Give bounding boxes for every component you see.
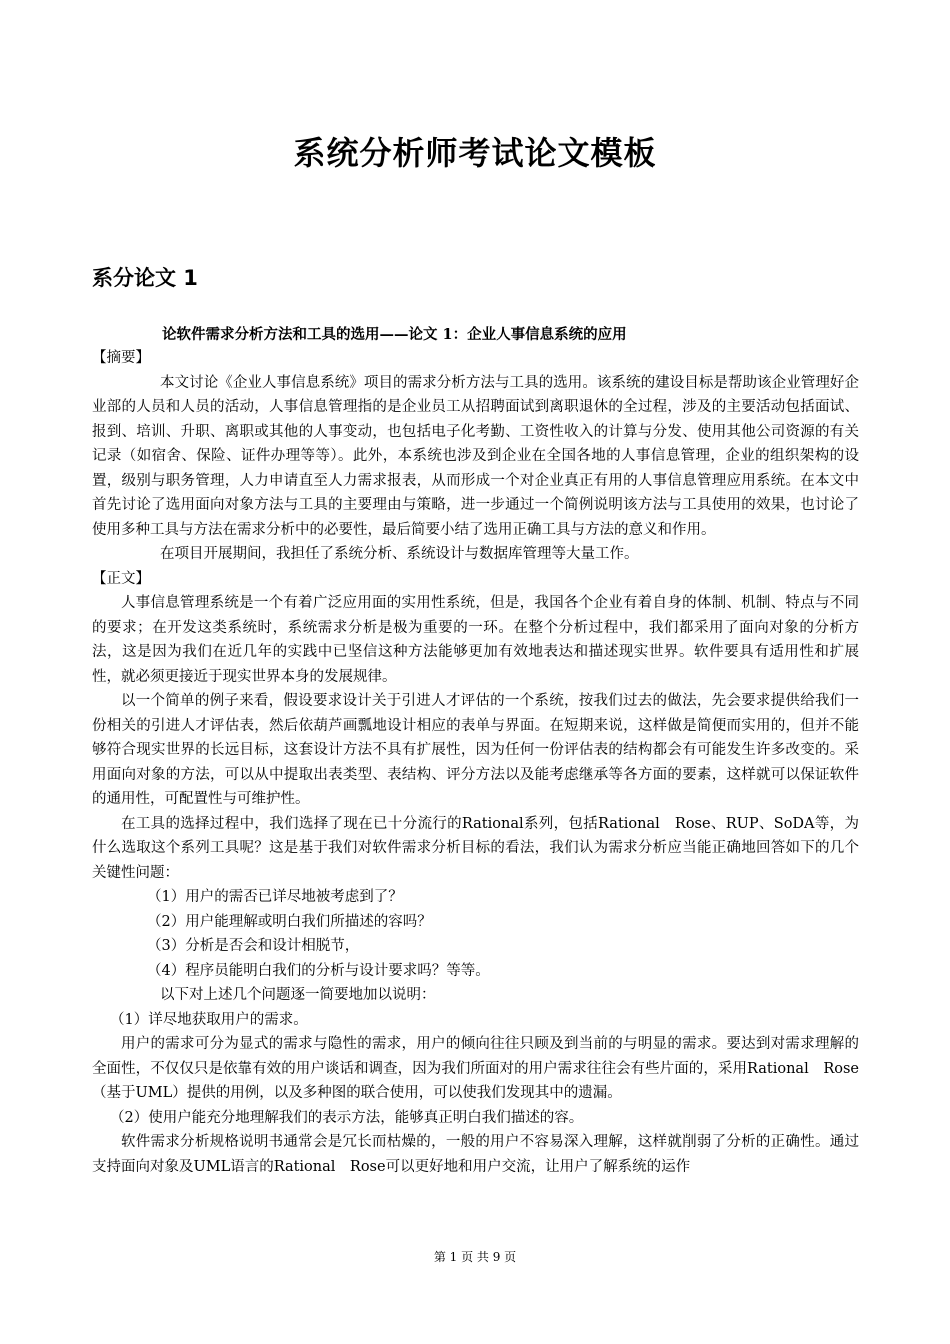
section-heading: 系分论文 1: [92, 266, 198, 290]
question-item: （2）用户能理解或明白我们所描述的容吗？: [147, 913, 432, 930]
body-paragraph: 人事信息管理系统是一个有着广泛应用面的实用性系统，但是，我国各个企业有着自身的体制、机制、特点与不同的要求；在开发这类系统时，系统需求分析是极为重要的一环。在整个分析过程中，我们都采用了面向对象的分析方法，这是因为我们在近几年的实践中已坚信这种方法能够更加有效地表达和描述现实世界。软件要具有适用性和扩展性，就必须更接近于现实世界本身的发展规律。: [92, 595, 859, 685]
body-label: 【正文】: [92, 570, 150, 587]
abstract-paragraph: 本文讨论《企业人事信息系统》项目的需求分析方法与工具的选用。该系统的建设目标是帮助该企业管理好企业部的人员和人员的活动，人事信息管理指的是企业员工从招聘面试到离职退休的全过程，涉及的主要活动包括面试、报到、培训、升职、离职或其他的人事变动，也包括电子化考勤、工资性收入的计算与分发、使用其他公司资源的有关记录（如宿舍、保险、证件办理等等）。此外，本系统也涉及到企业在全国各地的人事信息管理，企业的组织架构的设置，级别与职务管理，人力申请直至人力需求报表，从而形成一个对企业真正有用的人事信息管理应用系统。在本文中首先讨论了选用面向对象方法与工具的主要理由与策略，进一步通过一个简例说明该方法与工具使用的效果，也讨论了使用多种工具与方法在需求分析中的必要性，最后简要小结了选用正确工具与方法的意义和作用。: [92, 374, 859, 538]
abstract-label: 【摘要】: [92, 350, 150, 366]
abstract-paragraph: 在项目开展期间，我担任了系统分析、系统设计与数据库管理等大量工作。: [160, 546, 639, 562]
subsection-paragraph: 软件需求分析规格说明书通常会是冗长而枯燥的，一般的用户不容易深入理解，这样就削弱了分析的正确性。通过支持面向对象及UML语言的Rational Rose可以更好地和用户交流，让用户了解系统的运作: [92, 1134, 859, 1175]
document-title: 系统分析师考试论文模板: [293, 134, 657, 172]
body-paragraph: 以一个简单的例子来看，假设要求设计关于引进人才评估的一个系统，按我们过去的做法，先会要求提供给我们一份相关的引进人才评估表，然后依葫芦画瓢地设计相应的表单与界面。在短期来说，这样做是简便而实用的，但并不能够符合现实世界的长远目标，这套设计方法不具有扩展性，因为任何一份评估表的结构都会有可能发生许多改变的。采用面向对象的方法，可以从中提取出表类型、表结构、评分方法以及能考虑继承等各方面的要素，这样就可以保证软件的通用性，可配置性与可维护性。: [92, 693, 859, 807]
subsection-heading: （1）详尽地获取用户的需求。: [110, 1011, 308, 1028]
document-body: [92, 346, 859, 1179]
paper-title: 论软件需求分析方法和工具的选用——论文 1：企业人事信息系统的应用: [162, 326, 627, 343]
subsection-heading: （2）使用户能充分地理解我们的表示方法，能够真正明白我们描述的容。: [110, 1109, 584, 1126]
question-item: （1）用户的需否已详尽地被考虑到了？: [147, 889, 403, 905]
question-item: （3）分析是否会和设计相脱节，: [147, 938, 360, 954]
subsection-paragraph: 用户的需求可分为显式的需求与隐性的需求，用户的倾向往往只顾及到当前的与明显的需求。要达到对需求理解的全面性，不仅仅只是依靠有效的用户谈话和调查，因为我们所面对的用户需求往往会有些片面的，采用Rational Rose（基于UML）提供的用例，以及多种图的联合使用，可以使我们发现其中的遗漏。: [92, 1036, 859, 1101]
question-item: （4）程序员能明白我们的分析与设计要求吗？等等。: [147, 962, 490, 979]
body-paragraph: 在工具的选择过程中，我们选择了现在已十分流行的Rational系列，包括Rational Rose、RUP、SoDA等，为什么选取这个系列工具呢？这是基于我们对软件需求分析目标的看法，我们认为需求分析应当能正确地回答如下的几个关键性问题：: [92, 815, 859, 881]
explain-intro: 以下对上述几个问题逐一简要地加以说明：: [160, 987, 436, 1003]
page-footer: 第 1 页 共 9 页: [433, 1250, 517, 1264]
